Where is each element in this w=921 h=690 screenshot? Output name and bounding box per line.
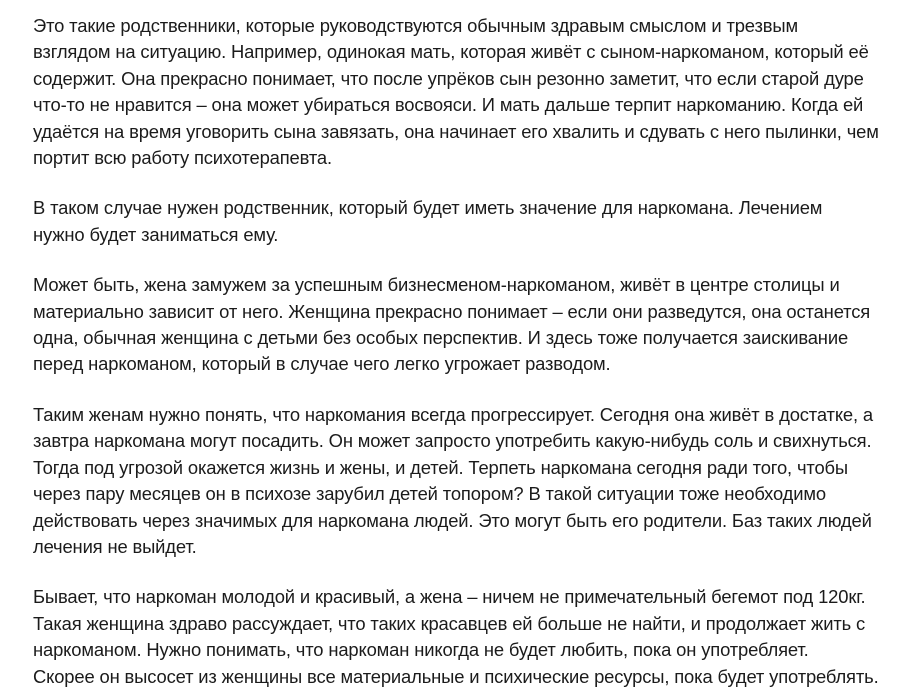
text-line: через пару месяцев он в психозе зарубил детей топором? В такой ситуации тоже необходимо [33, 483, 826, 505]
document-body [33, 13, 893, 690]
text-line: портит всю работу психотерапевта. [33, 147, 332, 169]
text-line: В таком случае нужен родственник, который будет иметь значение для наркомана. Лечением [33, 197, 823, 219]
text-line: завтра наркомана могут посадить. Он может запросто употребить какую-нибудь соль и свихнуться. [33, 430, 872, 452]
text-line: лечения не выйдет. [33, 535, 197, 557]
text-line: Такая женщина здраво рассуждает, что таких красавцев ей больше не найти, и продолжает жить с [33, 612, 866, 634]
text-line: материально зависит от него. Женщина прекрасно понимает – если они разведутся, она останется [33, 300, 871, 322]
text-line: нужно будет заниматься ему. [33, 223, 279, 245]
text-line: Бывает, что наркоман молодой и красивый, а жена – ничем не примечательный бегемот под 120кг. [33, 586, 866, 608]
text-line: содержит. Она прекрасно понимает, что после упрёков сын резонно заметит, что если старой дуре [33, 67, 864, 89]
text-line: Тогда под угрозой окажется жизнь и жены, и детей. Терпеть наркомана сегодня ради того, чтобы [33, 456, 848, 478]
text-line: Таким женам нужно понять, что наркомания всегда прогрессирует. Сегодня она живёт в достатке, а [33, 403, 874, 425]
text-line: одна, обычная женщина с детьми без особых перспектив. И здесь тоже получается заискивание [33, 327, 849, 349]
paragraph [33, 195, 893, 248]
text-line: Это такие родственники, которые руководствуются обычным здравым смыслом и трезвым [33, 15, 798, 36]
text-line: что-то не нравится – она может убираться восвояси. И мать дальше терпит наркоманию. Когда ей [33, 94, 864, 116]
text-line: удаётся на время уговорить сына завязать, она начинает его хвалить и сдувать с него пылинки, чем [33, 120, 879, 142]
text-line: Может быть, жена замужем за успешным бизнесменом-наркоманом, живёт в центре столицы и [33, 274, 840, 296]
text-line: взглядом на ситуацию. Например, одинокая мать, которая живёт с сыном-наркоманом, который её [33, 41, 869, 63]
paragraph [33, 13, 893, 171]
text-line: наркоманом. Нужно понимать, что наркоман никогда не будет любить, пока он употребляет. [33, 639, 809, 661]
text-line: Скорее он высосет из женщины все материальные и психические ресурсы, пока будет употреблять. [33, 665, 879, 687]
text-line: действовать через значимых для наркомана людей. Это могут быть его родители. Баз таких людей [33, 509, 872, 531]
text-line: перед наркоманом, который в случае чего легко угрожает разводом. [33, 353, 611, 375]
paragraph [33, 584, 893, 690]
paragraph [33, 272, 893, 378]
paragraph [33, 402, 893, 560]
